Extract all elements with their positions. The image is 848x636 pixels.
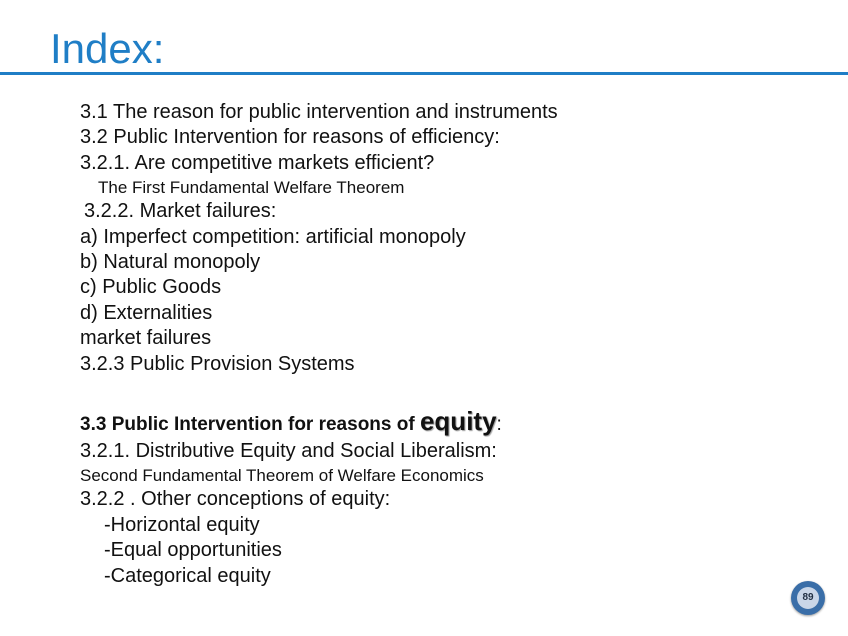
slide-title: Index: xyxy=(50,25,165,72)
index-line: 3.2.2 . Other conceptions of equity: xyxy=(80,488,391,511)
index-line: -Categorical equity xyxy=(104,564,271,587)
page-number-badge xyxy=(791,581,825,615)
page-number: 89 xyxy=(797,587,819,609)
index-line: c) Public Goods xyxy=(80,276,222,299)
index-line: 3.2.1. Distributive Equity and Social Liberalism: xyxy=(80,440,497,463)
index-line: d) Externalities xyxy=(80,301,213,324)
index-line: 3.2.1. Are competitive markets efficient? xyxy=(80,151,435,174)
index-content xyxy=(80,100,800,589)
equity-colon: : xyxy=(496,414,502,436)
section-spacer xyxy=(80,377,800,407)
equity-heading-text: 3.3 Public Intervention for reasons of xyxy=(80,414,420,436)
index-line: 3.1 The reason for public intervention and instruments xyxy=(80,101,558,123)
index-line: a) Imperfect competition: artificial monopoly xyxy=(80,225,466,248)
index-subline: The First Fundamental Welfare Theorem xyxy=(98,178,405,198)
index-line: -Horizontal equity xyxy=(104,513,260,536)
index-line: b) Natural monopoly xyxy=(80,251,261,274)
index-line: 3.2 Public Intervention for reasons of efficiency: xyxy=(80,126,500,149)
equity-emphasis: equity xyxy=(419,406,497,437)
index-line: market failures xyxy=(80,327,212,350)
equity-section-heading xyxy=(80,407,800,439)
title-divider xyxy=(0,72,848,75)
index-line: 3.2.3 Public Provision Systems xyxy=(80,352,355,375)
index-line: 3.2.2. Market failures: xyxy=(84,200,277,223)
index-line: -Equal opportunities xyxy=(104,539,282,562)
index-subline: Second Fundamental Theorem of Welfare Economics xyxy=(80,466,484,486)
